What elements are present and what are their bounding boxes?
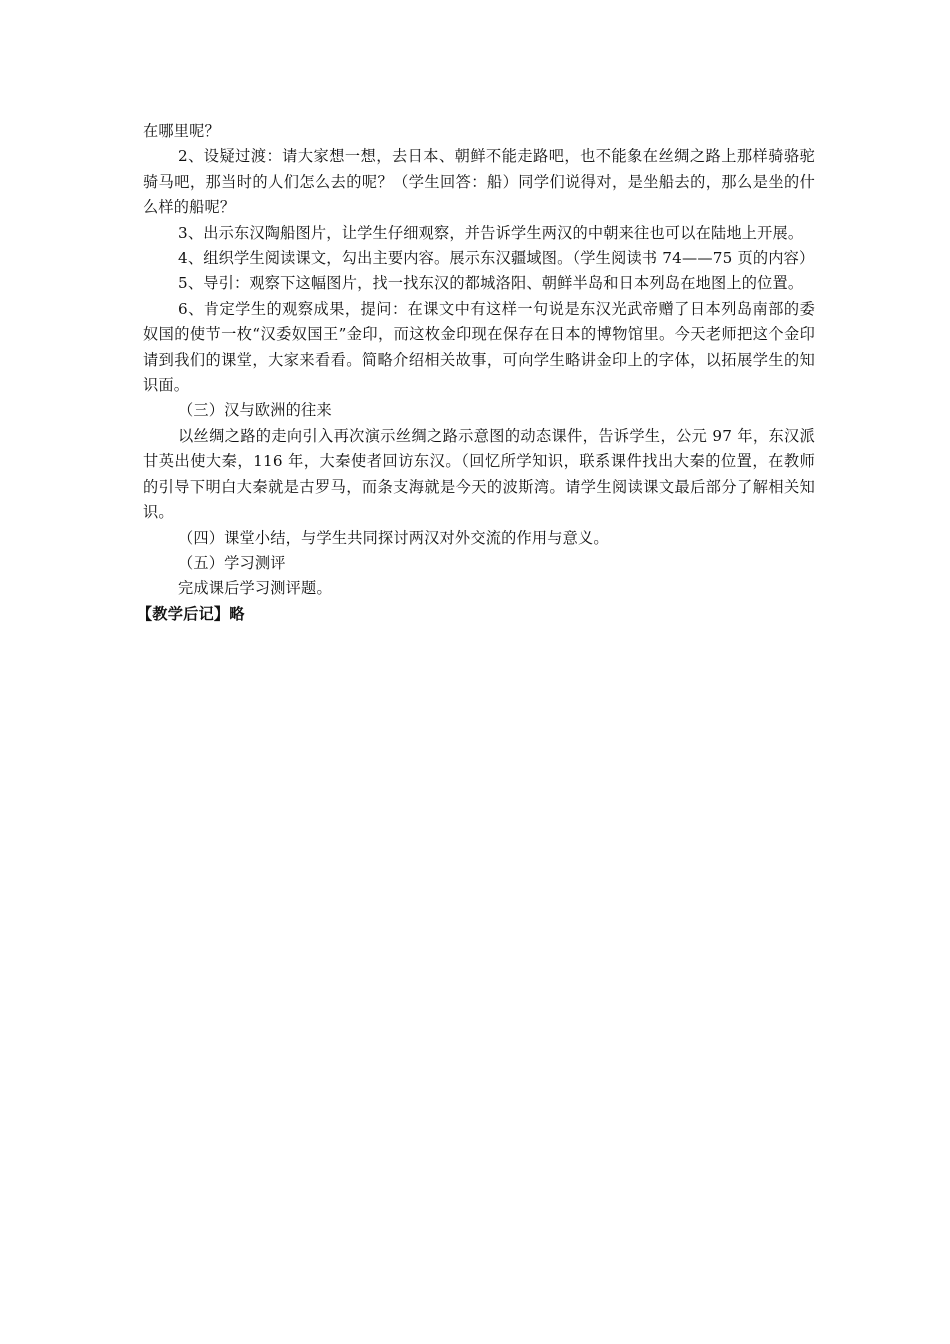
teaching-postscript: 【教学后记】略 — [136, 604, 245, 623]
paragraph-step-4: 4、组织学生阅读课文，勾出主要内容。展示东汉疆域图。（学生阅读书 74——75 页的内容） — [177, 249, 815, 268]
paragraph-assessment-task: 完成课后学习测评题。 — [177, 579, 332, 598]
paragraph-step-6: 6、肯定学生的观察成果，提问：在课文中有这样一句说是东汉光武帝赠了日本列岛南部的委奴国的使节一枚“汉委奴国王”金印，而这枚金印现在保存在日本的博物馆里。今天老师把这个金印请到我们的课堂，大家来看看。简略介绍相关故事，可向学生略讲金印上的字体，以拓展学生的知识面。 — [143, 299, 815, 395]
paragraph-step-2: 2、设疑过渡：请大家想一想，去日本、朝鲜不能走路吧，也不能象在丝绸之路上那样骑骆驼骑马吧，那当时的人们怎么去的呢？（学生回答：船）同学们说得对，是坐船去的，那么是坐的什么样的船呢？ — [143, 147, 815, 217]
section-heading-assessment: （五）学习测评 — [177, 553, 286, 572]
document-body — [136, 119, 815, 627]
paragraph-han-europe: 以丝绸之路的走向引入再次演示丝绸之路示意图的动态课件，告诉学生，公元 97 年，东汉派甘英出使大秦，116 年，大秦使者回访东汉。（回忆所学知识，联系课件找出大秦的位置，在教师的引导下明白大秦就是古罗马，而条支海就是今天的波斯湾。请学生阅读课文最后部分了解相关知识。 — [143, 426, 815, 522]
paragraph-step-5: 5、导引：观察下这幅图片，找一找东汉的都城洛阳、朝鲜半岛和日本列岛在地图上的位置。 — [177, 274, 804, 293]
paragraph-continuation: 在哪里呢？ — [143, 122, 220, 140]
section-heading-han-europe: （三）汉与欧洲的往来 — [177, 401, 332, 420]
section-heading-summary: （四）课堂小结，与学生共同探讨两汉对外交流的作用与意义。 — [177, 528, 609, 547]
paragraph-step-3: 3、出示东汉陶船图片，让学生仔细观察，并告诉学生两汉的中朝来往也可以在陆地上开展。 — [177, 223, 804, 242]
